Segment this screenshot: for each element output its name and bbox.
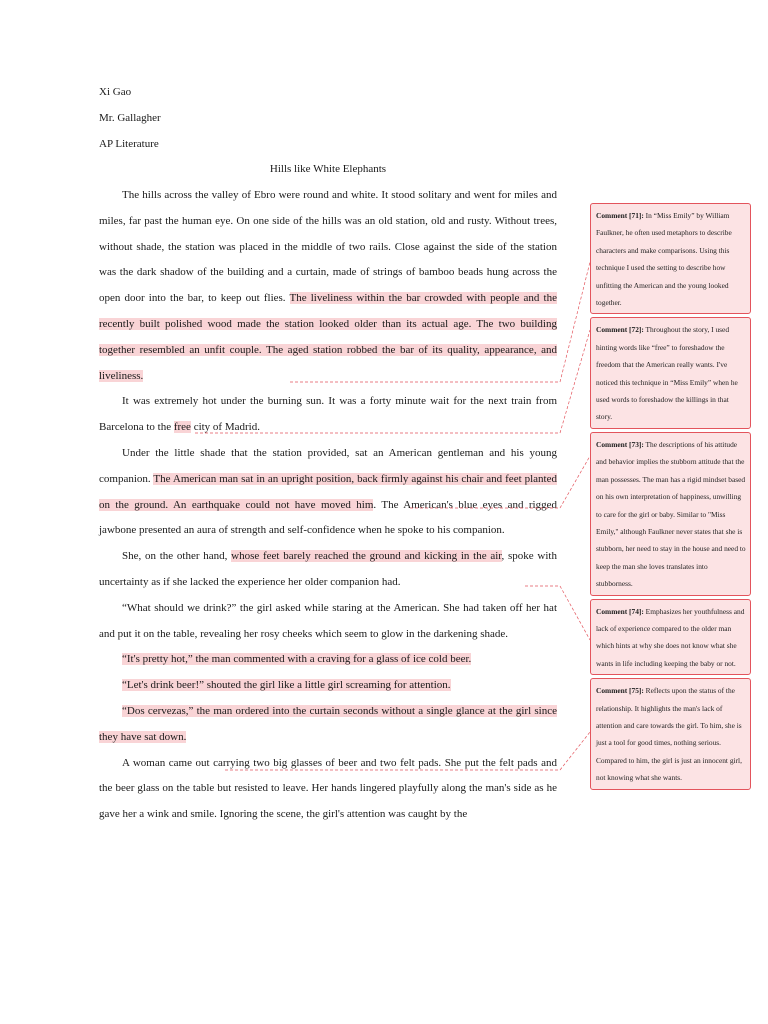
paragraph-2: It was extremely hot under the burning sun. It was a forty minute wait for the next train from Barcelona to the free city of Madrid. (99, 395, 557, 434)
paragraph-6 (99, 647, 557, 673)
highlight-75c[interactable]: “Dos cervezas,” the man ordered into the curtain seconds without a single glance at the girl since they have sat down. (99, 704, 557, 743)
comment-74[interactable]: Comment [74]: Emphasizes her youthfulness and lack of experience compared to the older man which hints at why she does not know what she wants in life including keeping the baby or not. (590, 599, 751, 676)
teacher-name: Mr. Gallagher (99, 112, 161, 124)
paragraph-8 (99, 699, 557, 751)
student-name: Xi Gao (99, 86, 132, 98)
paragraph-7 (99, 673, 557, 699)
paragraph-5: “What should we drink?” the girl asked while staring at the American. She had taken off her hat and put it on the table, revealing her rosy cheeks which seem to glow in the darkening shade. (99, 601, 557, 640)
paragraph-3: Under the little shade that the station provided, sat an American gentleman and his young companion. The American man sat in an upright position, back firmly against his chair and feet planted on the ground. An earthquake could not have moved him. The American's blue eyes and rigged jawbone presented an aura of strength and self-confidence when he spoke to his companion. (99, 446, 557, 537)
paragraph-9: A woman came out carrying two big glasses of beer and two felt pads. She put the felt pads and the beer glass on the table but resisted to leave. Her hands lingered playfully along the man's side as he gave her a wink and smile. Ignoring the scene, the girl's attention was caught by the (99, 756, 557, 821)
comment-72[interactable]: Comment [72]: Throughout the story, I used hinting words like “free” to foreshadow the freedom that the American really wants. I've noticed this technique in “Miss Emily” when he used words to foreshadow the killings in that story. (590, 317, 751, 428)
highlight-75b[interactable]: “Let's drink beer!” shouted the girl like a little girl screaming for attention. (122, 679, 451, 692)
essay-body (99, 183, 557, 828)
highlight-71[interactable]: The liveliness within the bar crowded with people and the recently built polished wood made the station looked older than its actual age. The two building together resembled an unfit couple. The aged station robbed the bar of its quality, appearance, and liveliness. (99, 292, 557, 382)
course-name: AP Literature (99, 138, 159, 150)
highlight-73[interactable]: The American man sat in an upright position, back firmly against his chair and feet planted on the ground. An earthquake could not have moved him (99, 472, 557, 511)
essay-title: Hills like White Elephants (269, 163, 387, 175)
paragraph-1: The hills across the valley of Ebro were round and white. It stood solitary and went for miles and miles, far past the human eye. On one side of the hills was an old station, old and rusty. Without trees, without shade, the station was placed in the middle of two rails. Close against the side of the station was the dark shadow of the building and a curtain, made of strings of bamboo beads hung across the open door into the bar, to keep out flies. The liveliness within the bar crowded with people and the recently built polished wood made the station looked older than its actual age. The two building together resembled an unfit couple. The aged station robbed the bar of its quality, appearance, and liveliness. (99, 189, 557, 382)
comment-75[interactable]: Comment [75]: Reflects upon the status of the relationship. It highlights the man's lack of attention and care towards the girl. To him, she is just a tool for good times, nothing serious. Compared to him, the girl is just an innocent girl, not knowing what she wants. (590, 678, 751, 789)
highlight-74[interactable]: whose feet barely reached the ground and kicking in the air (231, 550, 502, 563)
paragraph-4: She, on the other hand, whose feet barely reached the ground and kicking in the air, spoke with uncertainty as if she lacked the experience her older companion had. (99, 550, 557, 588)
comment-73[interactable]: Comment [73]: The descriptions of his attitude and behavior implies the stubborn attitude that the man possesses. The man has a rigid mindset based on his own interpretation of happiness, unwilling to care for the girl or baby. Similar to "Miss Emily," although Faulkner never states that she is stubborn, her need to stay in the house and need to keep the man she loves translates into stubborness. (590, 432, 751, 596)
comments-pane (590, 203, 751, 793)
highlight-75a[interactable]: “It's pretty hot,” the man commented with a craving for a glass of ice cold beer. (122, 653, 472, 666)
highlight-72[interactable]: free (173, 421, 191, 434)
comment-71[interactable]: Comment [71]: In “Miss Emily” by William Faulkner, he often used metaphors to describe characters and make comparisons. Using this technique I used the setting to describe how unfitting the American and the young looked together. (590, 203, 751, 314)
